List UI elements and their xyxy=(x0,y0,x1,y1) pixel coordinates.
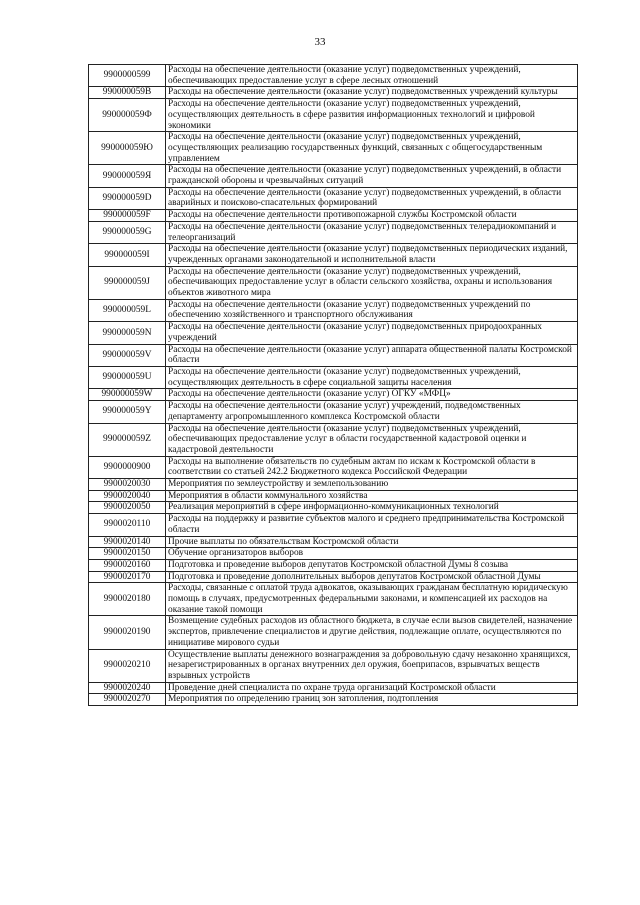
expense-description-cell: Расходы на обеспечение деятельности противопожарной службы Костромской области xyxy=(166,210,578,222)
expense-description-cell: Расходы на обеспечение деятельности (оказание услуг) аппарата общественной палаты Костромской области xyxy=(166,344,578,366)
budget-code-cell: 9900020190 xyxy=(89,616,166,649)
expense-description-cell: Расходы на обеспечение деятельности (оказание услуг) подведомственных учреждений, обеспечивающих предоставление услуг в области государственной кадастровой оценки и кадастровой деятельности xyxy=(166,423,578,456)
budget-code-cell: 9900020160 xyxy=(89,559,166,571)
table-row xyxy=(89,299,578,321)
expense-description-cell: Расходы на обеспечение деятельности (оказание услуг) подведомственных учреждений культуры xyxy=(166,87,578,99)
budget-code-cell: 9900020150 xyxy=(89,548,166,560)
table-row xyxy=(89,616,578,649)
table-row xyxy=(89,266,578,299)
budget-code-cell: 990000059V xyxy=(89,344,166,366)
table-row xyxy=(89,187,578,209)
expense-description-cell: Расходы на выполнение обязательств по судебным актам по искам к Костромской области в соответствии со статьей 242.2 Бюджетного кодекса Российской Федерации xyxy=(166,456,578,478)
budget-code-cell: 9900020140 xyxy=(89,536,166,548)
expense-description-cell: Расходы, связанные с оплатой труда адвокатов, оказывающих гражданам бесплатную юридическую помощь в случаях, предусмотренных федеральными законами, и компенсацией их расходов на оказание такой помощи xyxy=(166,583,578,616)
budget-code-cell: 990000059F xyxy=(89,210,166,222)
expense-description-cell: Расходы на обеспечение деятельности (оказание услуг) учреждений, подведомственных департаменту агропромышленного комплекса Костромской области xyxy=(166,401,578,423)
table-row xyxy=(89,548,578,560)
expense-description-cell: Расходы на обеспечение деятельности (оказание услуг) ОГКУ «МФЦ» xyxy=(166,389,578,401)
table-row xyxy=(89,490,578,502)
budget-code-cell: 9900020270 xyxy=(89,694,166,706)
table-row xyxy=(89,87,578,99)
page-number: 33 xyxy=(314,36,326,48)
budget-code-cell: 9900020170 xyxy=(89,571,166,583)
table-row xyxy=(89,366,578,388)
budget-code-cell: 990000059U xyxy=(89,366,166,388)
budget-code-cell: 990000059L xyxy=(89,299,166,321)
table-row xyxy=(89,502,578,514)
budget-code-cell: 9900020110 xyxy=(89,514,166,536)
expense-description-cell: Осуществление выплаты денежного вознаграждения за добровольную сдачу незаконно хранящихся, незарегистрированных в органах внутренних дел оружия, боеприпасов, взрывчатых веществ взрывных устройств xyxy=(166,649,578,682)
table-row xyxy=(89,99,578,132)
expense-description-cell: Подготовка и проведение дополнительных выборов депутатов Костромской областной Думы xyxy=(166,571,578,583)
table-row xyxy=(89,514,578,536)
expense-description-cell: Подготовка и проведение выборов депутатов Костромской областной Думы 8 созыва xyxy=(166,559,578,571)
budget-code-cell: 9900020210 xyxy=(89,649,166,682)
budget-code-cell: 9900020040 xyxy=(89,490,166,502)
expense-description-cell: Мероприятия по землеустройству и землепользованию xyxy=(166,479,578,491)
expense-description-cell: Расходы на обеспечение деятельности (оказание услуг) подведомственных учреждений, осуществляющих реализацию государственных функций, связанных с общегосударственным управлением xyxy=(166,132,578,165)
table-row xyxy=(89,244,578,266)
expense-description-cell: Обучение организаторов выборов xyxy=(166,548,578,560)
expense-description-cell: Мероприятия в области коммунального хозяйства xyxy=(166,490,578,502)
table-row xyxy=(89,401,578,423)
budget-code-cell: 990000059G xyxy=(89,221,166,243)
table-row xyxy=(89,221,578,243)
table-row xyxy=(89,682,578,694)
table-row xyxy=(89,210,578,222)
budget-code-cell: 990000059Y xyxy=(89,401,166,423)
table-row xyxy=(89,344,578,366)
table-row xyxy=(89,571,578,583)
expense-description-cell: Расходы на обеспечение деятельности (оказание услуг) подведомственных учреждений, осуществляющих деятельность в сфере социальной защиты населения xyxy=(166,366,578,388)
budget-code-cell: 990000059W xyxy=(89,389,166,401)
expense-description-cell: Реализация мероприятий в сфере информационно-коммуникационных технологий xyxy=(166,502,578,514)
budget-codes-table xyxy=(88,64,578,706)
budget-code-cell: 990000059I xyxy=(89,244,166,266)
expense-description-cell: Расходы на обеспечение деятельности (оказание услуг) подведомственных учреждений, осуществляющих деятельность в сфере развития информационных технологий и цифровой экономики xyxy=(166,99,578,132)
table-row xyxy=(89,649,578,682)
budget-code-cell: 990000059Ф xyxy=(89,99,166,132)
budget-code-cell: 990000059Я xyxy=(89,165,166,187)
budget-code-cell: 9900020240 xyxy=(89,682,166,694)
table-row xyxy=(89,322,578,344)
budget-code-cell: 9900000900 xyxy=(89,456,166,478)
budget-code-cell: 9900020050 xyxy=(89,502,166,514)
expense-description-cell: Расходы на обеспечение деятельности (оказание услуг) подведомственных учреждений, обеспечивающих предоставление услуг в области сельского хозяйства, охраны и использования объектов животного мира xyxy=(166,266,578,299)
expense-description-cell: Возмещение судебных расходов из областного бюджета, в случае если вызов свидетелей, назначение экспертов, привлечение специалистов и другие действия, подлежащие оплате, осуществляются по инициативе мирового судьи xyxy=(166,616,578,649)
budget-code-cell: 990000059B xyxy=(89,87,166,99)
budget-code-cell: 9900000599 xyxy=(89,65,166,87)
expense-description-cell: Расходы на обеспечение деятельности (оказание услуг) подведомственных телерадиокомпаний и телеорганизаций xyxy=(166,221,578,243)
table-row xyxy=(89,423,578,456)
expense-description-cell: Расходы на обеспечение деятельности (оказание услуг) подведомственных учреждений, в области аварийных и поисково-спасательных формирований xyxy=(166,187,578,209)
table-row xyxy=(89,132,578,165)
expense-description-cell: Расходы на обеспечение деятельности (оказание услуг) подведомственных учреждений, в области гражданской обороны и чрезвычайных ситуаций xyxy=(166,165,578,187)
expense-description-cell: Расходы на обеспечение деятельности (оказание услуг) подведомственных периодических изданий, учрежденных органами законодательной и исполнительной власти xyxy=(166,244,578,266)
budget-code-cell: 9900020030 xyxy=(89,479,166,491)
budget-code-cell: 990000059D xyxy=(89,187,166,209)
table-row xyxy=(89,694,578,706)
table-row xyxy=(89,536,578,548)
table-row xyxy=(89,559,578,571)
table-row xyxy=(89,389,578,401)
expense-description-cell: Мероприятия по определению границ зон затопления, подтопления xyxy=(166,694,578,706)
budget-code-cell: 990000059Z xyxy=(89,423,166,456)
table-row xyxy=(89,479,578,491)
expense-description-cell: Проведение дней специалиста по охране труда организаций Костромской области xyxy=(166,682,578,694)
expense-description-cell: Прочие выплаты по обязательствам Костромской области xyxy=(166,536,578,548)
budget-code-cell: 990000059Ю xyxy=(89,132,166,165)
expense-description-cell: Расходы на обеспечение деятельности (оказание услуг) подведомственных природоохранных учреждений xyxy=(166,322,578,344)
expense-description-cell: Расходы на обеспечение деятельности (оказание услуг) подведомственных учреждений, обеспечивающих предоставление услуг в сфере лесных отношений xyxy=(166,65,578,87)
budget-code-cell: 990000059J xyxy=(89,266,166,299)
table-row xyxy=(89,65,578,87)
expense-description-cell: Расходы на поддержку и развитие субъектов малого и среднего предпринимательства Костромской области xyxy=(166,514,578,536)
table-row xyxy=(89,165,578,187)
table-row xyxy=(89,583,578,616)
budget-code-cell: 9900020180 xyxy=(89,583,166,616)
expense-description-cell: Расходы на обеспечение деятельности (оказание услуг) подведомственных учреждений по обеспечению хозяйственного и транспортного обслуживания xyxy=(166,299,578,321)
table-row xyxy=(89,456,578,478)
budget-code-cell: 990000059N xyxy=(89,322,166,344)
